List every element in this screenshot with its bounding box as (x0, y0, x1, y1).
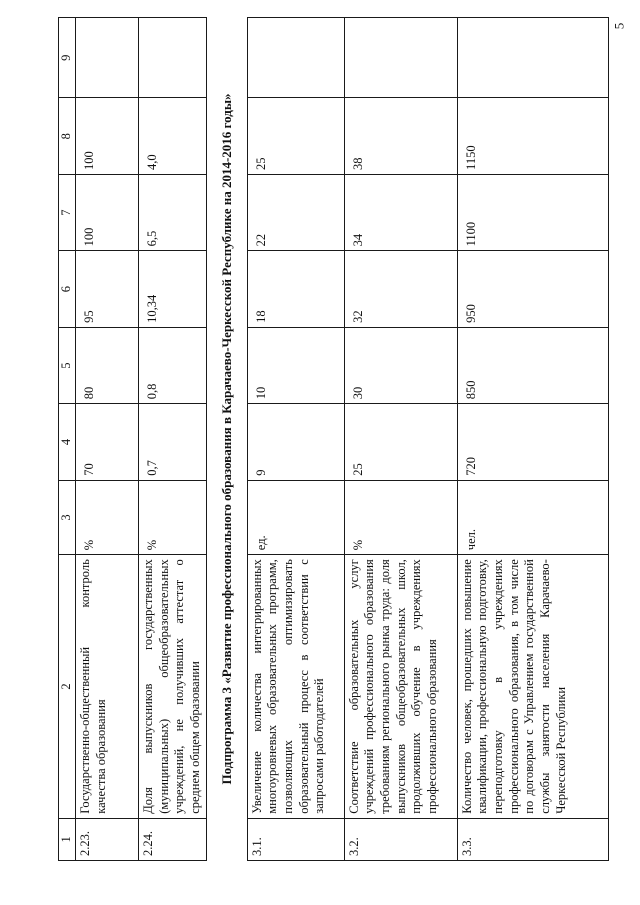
value-cell: 30 (344, 327, 457, 403)
value-cell: 0,7 (139, 404, 207, 480)
header-cell: 1 (59, 818, 76, 860)
rotated-page-content (58, 17, 640, 861)
value-cell: 1100 (457, 174, 608, 250)
value-cell (247, 18, 344, 98)
value-cell: 18 (247, 251, 344, 327)
value-cell: 22 (247, 174, 344, 250)
value-cell: 720 (457, 404, 608, 480)
indicator-description: Доля выпускников государственных (муниципальных) общеобразовательных учреждений, не получивших аттестат о среднем общем образовании (139, 555, 207, 819)
indicator-description: Увеличение количества интегрированных многоуровневых образовательных программ, позволяющих оптимизировать образовательный процесс в соответствии с запросами работодателей (247, 555, 344, 819)
value-cell: 25 (247, 98, 344, 174)
header-cell: 9 (59, 18, 76, 98)
value-cell: 6,5 (139, 174, 207, 250)
indicator-description: Соответствие образовательных услуг учреждений профессионального образования требованиям регионального рынка труда: доля выпускников общеобразовательных школ, продолживших обучение в учреждениях профессионального образования (344, 555, 457, 819)
unit-cell: % (139, 480, 207, 554)
header-cell: 7 (59, 174, 76, 250)
value-cell: 38 (344, 98, 457, 174)
table-row (457, 18, 608, 861)
value-cell: 1150 (457, 98, 608, 174)
row-number: 3.3. (457, 818, 608, 860)
value-cell: 0,8 (139, 327, 207, 403)
value-cell: 100 (76, 174, 139, 250)
value-cell: 9 (247, 404, 344, 480)
value-cell: 34 (344, 174, 457, 250)
column-number-header-row (59, 18, 76, 861)
header-cell: 5 (59, 327, 76, 403)
table-row (344, 18, 457, 861)
value-cell: 32 (344, 251, 457, 327)
row-number: 2.23. (76, 818, 139, 860)
header-cell: 4 (59, 404, 76, 480)
subprogram-title: Подпрограмма 3 «Развитие профессионального образования в Карачаево-Черкесской Республике на 2014-2016 годы» (206, 18, 247, 861)
value-cell: 850 (457, 327, 608, 403)
header-cell: 2 (59, 555, 76, 819)
header-cell: 6 (59, 251, 76, 327)
value-cell: 70 (76, 404, 139, 480)
value-cell (457, 18, 608, 98)
value-cell: 100 (76, 98, 139, 174)
value-cell: 95 (76, 251, 139, 327)
header-cell: 3 (59, 480, 76, 554)
row-number: 3.2. (344, 818, 457, 860)
unit-cell: ед. (247, 480, 344, 554)
indicator-description: Государственно-общественный контроль качества образования (76, 555, 139, 819)
row-number: 2.24. (139, 818, 207, 860)
unit-cell: % (344, 480, 457, 554)
value-cell: 950 (457, 251, 608, 327)
table-row (76, 18, 139, 861)
value-cell: 10 (247, 327, 344, 403)
page-number: 5 (611, 22, 627, 30)
value-cell: 80 (76, 327, 139, 403)
value-cell: 4,0 (139, 98, 207, 174)
header-cell: 8 (59, 98, 76, 174)
indicators-table (58, 17, 609, 861)
value-cell (344, 18, 457, 98)
value-cell: 10,34 (139, 251, 207, 327)
value-cell (139, 18, 207, 98)
unit-cell: % (76, 480, 139, 554)
unit-cell: чел. (457, 480, 608, 554)
value-cell (76, 18, 139, 98)
table-row (139, 18, 207, 861)
subprogram-section-row (206, 18, 247, 861)
table-row (247, 18, 344, 861)
row-number: 3.1. (247, 818, 344, 860)
value-cell: 25 (344, 404, 457, 480)
indicator-description: Количество человек, прошедших повышение квалификации, профессиональную подготовку, переподготовку в учреждениях профессионального образования, в том числе по договорам с Управлением государственной службы занятости населения Карачаево-Черкесской Республики (457, 555, 608, 819)
